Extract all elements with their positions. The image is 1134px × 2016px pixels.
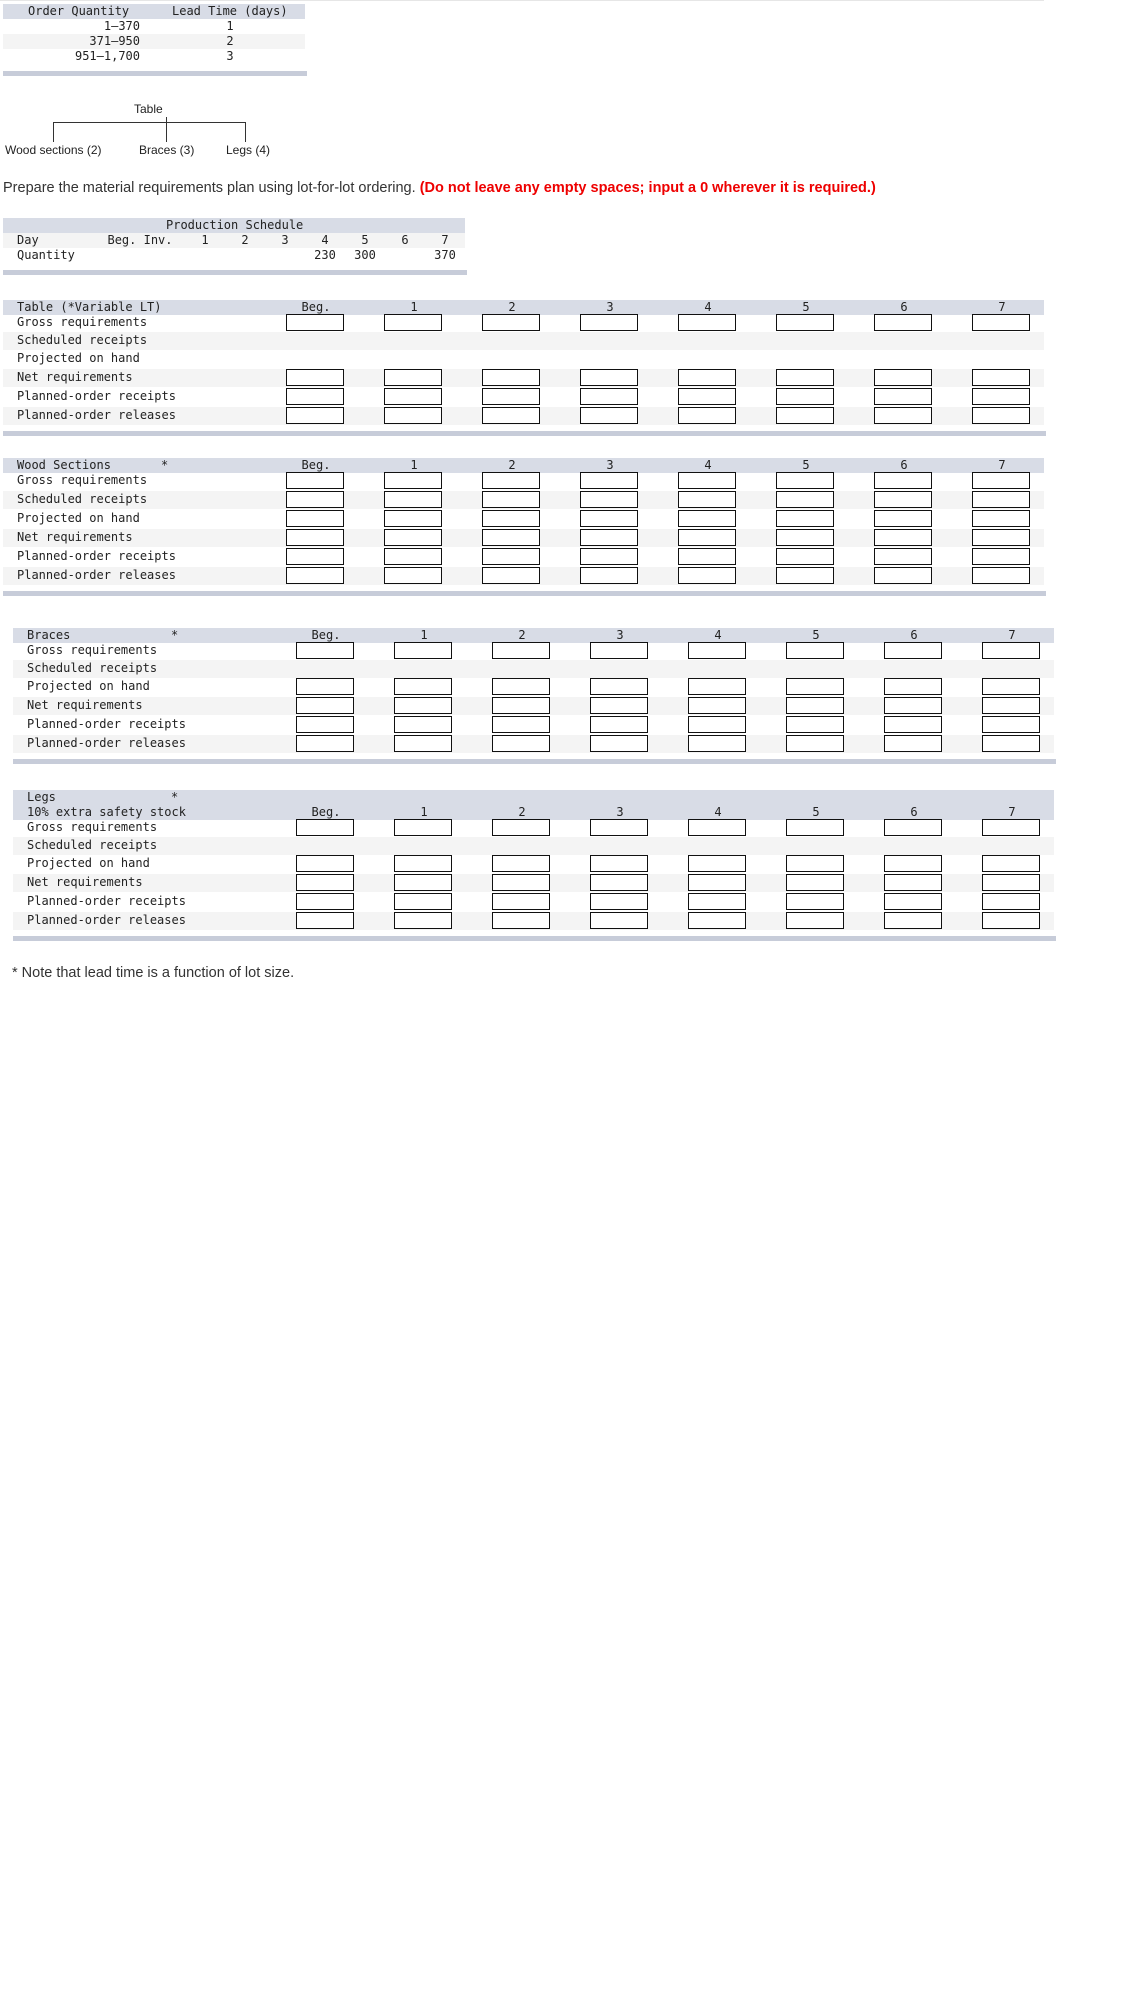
lead-time-lt-2: 2 [226, 34, 234, 48]
schedule-col-7: 7 [441, 233, 449, 247]
wood-input-r5-c2[interactable] [482, 567, 540, 584]
wood-input-r4-c5[interactable] [776, 548, 834, 565]
legs-col-6: 6 [910, 805, 918, 819]
wood-col-6: 6 [900, 458, 908, 472]
table-input-r0-c1[interactable] [384, 314, 442, 331]
lead-time-lt-1: 1 [226, 19, 234, 33]
braces-input-r4-c1[interactable] [394, 716, 452, 733]
braces-input-r4-c3[interactable] [590, 716, 648, 733]
wood-input-r2-c2[interactable] [482, 510, 540, 527]
table-col-7: 7 [998, 300, 1006, 314]
wood-input-r3-c4[interactable] [678, 529, 736, 546]
braces-col-6: 6 [910, 628, 918, 642]
lead-time-footer [3, 71, 307, 76]
wood-input-r2-c7[interactable] [972, 510, 1030, 527]
table-input-r4-c1[interactable] [384, 388, 442, 405]
legs-row-label-0: Gross requirements [27, 820, 158, 834]
braces-input-r5-c5[interactable] [786, 735, 844, 752]
table-col-4: 4 [704, 300, 712, 314]
wood-input-r1-c1[interactable] [384, 491, 442, 508]
wood-input-r0-c1[interactable] [384, 472, 442, 489]
wood-row-label-5: Planned-order releases [17, 568, 176, 582]
legs-input-r3-c5[interactable] [786, 874, 844, 891]
legs-input-r5-c2[interactable] [492, 912, 550, 929]
instructions [3, 180, 876, 196]
tree-child-wood: Wood sections (2) [5, 143, 102, 157]
table-input-r5-c6[interactable] [874, 407, 932, 424]
legs-input-r0-c4[interactable] [688, 819, 746, 836]
wood-input-r5-c6[interactable] [874, 567, 932, 584]
table-input-r5-c1[interactable] [384, 407, 442, 424]
braces-input-r3-c0[interactable] [296, 697, 354, 714]
braces-input-r2-c4[interactable] [688, 678, 746, 695]
braces-input-r2-c5[interactable] [786, 678, 844, 695]
braces-input-r2-c7[interactable] [982, 678, 1040, 695]
wood-input-r0-c6[interactable] [874, 472, 932, 489]
wood-input-r4-c6[interactable] [874, 548, 932, 565]
legs-row-label-2: Projected on hand [27, 856, 150, 870]
wood-col-2: 2 [508, 458, 516, 472]
wood-input-r1-c7[interactable] [972, 491, 1030, 508]
instructions-text: Prepare the material requirements plan using lot-for-lot ordering. [3, 180, 416, 196]
table-row-stripe [3, 332, 1044, 350]
schedule-col-0: Beg. Inv. [107, 233, 173, 247]
schedule-day-label: Day [17, 233, 39, 247]
top-border [0, 0, 1044, 1]
schedule-col-6: 6 [401, 233, 409, 247]
braces-input-r0-c4[interactable] [688, 642, 746, 659]
wood-input-r5-c5[interactable] [776, 567, 834, 584]
braces-row-label-5: Planned-order releases [27, 736, 186, 750]
tree-branch-left [53, 122, 54, 142]
table-row-label-4: Planned-order receipts [17, 389, 176, 403]
wood-input-r2-c0[interactable] [286, 510, 344, 527]
legs-input-r0-c3[interactable] [590, 819, 648, 836]
wood-input-r0-c2[interactable] [482, 472, 540, 489]
legs-input-r4-c3[interactable] [590, 893, 648, 910]
legs-input-r4-c6[interactable] [884, 893, 942, 910]
legs-input-r0-c0[interactable] [296, 819, 354, 836]
wood-col-3: 3 [606, 458, 614, 472]
wood-star: * [161, 458, 169, 472]
table-col-2: 2 [508, 300, 516, 314]
legs-input-r2-c6[interactable] [884, 855, 942, 872]
legs-col-0: Beg. [311, 805, 341, 819]
braces-input-r2-c3[interactable] [590, 678, 648, 695]
braces-input-r0-c2[interactable] [492, 642, 550, 659]
legs-row-label-5: Planned-order releases [27, 913, 186, 927]
table-input-r0-c5[interactable] [776, 314, 834, 331]
tree-root-label: Table [134, 102, 163, 116]
table-input-r3-c0[interactable] [286, 369, 344, 386]
table-title: Table (*Variable LT) [17, 300, 162, 314]
table-input-r4-c4[interactable] [678, 388, 736, 405]
table-input-r3-c5[interactable] [776, 369, 834, 386]
legs-input-r2-c5[interactable] [786, 855, 844, 872]
braces-input-r0-c6[interactable] [884, 642, 942, 659]
wood-input-r1-c5[interactable] [776, 491, 834, 508]
braces-input-r5-c3[interactable] [590, 735, 648, 752]
braces-input-r4-c0[interactable] [296, 716, 354, 733]
legs-input-r4-c7[interactable] [982, 893, 1040, 910]
braces-input-r4-c4[interactable] [688, 716, 746, 733]
table-input-r5-c3[interactable] [580, 407, 638, 424]
legs-input-r0-c2[interactable] [492, 819, 550, 836]
braces-col-5: 5 [812, 628, 820, 642]
braces-input-r2-c1[interactable] [394, 678, 452, 695]
braces-input-r3-c1[interactable] [394, 697, 452, 714]
braces-input-r0-c5[interactable] [786, 642, 844, 659]
wood-input-r4-c2[interactable] [482, 548, 540, 565]
table-row-label-1: Scheduled receipts [17, 333, 148, 347]
table-input-r5-c2[interactable] [482, 407, 540, 424]
legs-col-3: 3 [616, 805, 624, 819]
braces-input-r3-c5[interactable] [786, 697, 844, 714]
legs-input-r4-c5[interactable] [786, 893, 844, 910]
table-input-r4-c7[interactable] [972, 388, 1030, 405]
wood-input-r3-c1[interactable] [384, 529, 442, 546]
braces-input-r5-c0[interactable] [296, 735, 354, 752]
wood-row-label-4: Planned-order receipts [17, 549, 176, 563]
legs-col-7: 7 [1008, 805, 1016, 819]
wood-input-r2-c4[interactable] [678, 510, 736, 527]
table-col-3: 3 [606, 300, 614, 314]
legs-input-r2-c0[interactable] [296, 855, 354, 872]
legs-row-stripe [13, 837, 1054, 855]
legs-input-r3-c2[interactable] [492, 874, 550, 891]
wood-title: Wood Sections [17, 458, 111, 472]
braces-col-0: Beg. [311, 628, 341, 642]
braces-input-r0-c3[interactable] [590, 642, 648, 659]
braces-star: * [171, 628, 179, 642]
wood-input-r4-c1[interactable] [384, 548, 442, 565]
wood-input-r0-c5[interactable] [776, 472, 834, 489]
table-input-r0-c3[interactable] [580, 314, 638, 331]
braces-row-label-0: Gross requirements [27, 643, 158, 657]
wood-input-r3-c0[interactable] [286, 529, 344, 546]
wood-input-r3-c6[interactable] [874, 529, 932, 546]
wood-input-r4-c3[interactable] [580, 548, 638, 565]
instructions-emphasis: (Do not leave any empty spaces; input a 0 wherever it is required.) [419, 180, 876, 196]
braces-input-r5-c2[interactable] [492, 735, 550, 752]
wood-input-r5-c7[interactable] [972, 567, 1030, 584]
braces-input-r3-c6[interactable] [884, 697, 942, 714]
legs-col-1: 1 [420, 805, 428, 819]
lead-time-lt-3: 3 [226, 49, 234, 63]
table-input-r4-c6[interactable] [874, 388, 932, 405]
schedule-title: Production Schedule [166, 218, 304, 232]
braces-row-label-1: Scheduled receipts [27, 661, 158, 675]
table-row-label-3: Net requirements [17, 370, 133, 384]
braces-col-3: 3 [616, 628, 624, 642]
braces-input-r3-c4[interactable] [688, 697, 746, 714]
legs-input-r3-c3[interactable] [590, 874, 648, 891]
schedule-quantity-label: Quantity [17, 248, 75, 262]
table-input-r4-c2[interactable] [482, 388, 540, 405]
table-col-6: 6 [900, 300, 908, 314]
table-input-r5-c7[interactable] [972, 407, 1030, 424]
legs-input-r5-c1[interactable] [394, 912, 452, 929]
table-col-5: 5 [802, 300, 810, 314]
table-input-r4-c0[interactable] [286, 388, 344, 405]
table-row-label-2: Projected on hand [17, 351, 140, 365]
schedule-qty-5: 300 [354, 248, 376, 262]
wood-row-label-1: Scheduled receipts [17, 492, 148, 506]
lead-time-qty-1: 1–370 [103, 19, 140, 33]
braces-row-label-3: Net requirements [27, 698, 143, 712]
legs-input-r3-c7[interactable] [982, 874, 1040, 891]
wood-input-r1-c3[interactable] [580, 491, 638, 508]
legs-col-5: 5 [812, 805, 820, 819]
braces-input-r0-c1[interactable] [394, 642, 452, 659]
braces-input-r5-c6[interactable] [884, 735, 942, 752]
table-row-label-0: Gross requirements [17, 315, 148, 329]
legs-input-r3-c0[interactable] [296, 874, 354, 891]
table-input-r0-c0[interactable] [286, 314, 344, 331]
wood-input-r2-c1[interactable] [384, 510, 442, 527]
schedule-col-3: 3 [281, 233, 289, 247]
schedule-col-5: 5 [361, 233, 369, 247]
legs-input-r5-c5[interactable] [786, 912, 844, 929]
table-input-r0-c7[interactable] [972, 314, 1030, 331]
table-input-r4-c3[interactable] [580, 388, 638, 405]
lead-time-header-lt: Lead Time (days) [172, 4, 288, 18]
tree-branch-middle [166, 122, 167, 142]
legs-input-r4-c1[interactable] [394, 893, 452, 910]
legs-input-r2-c3[interactable] [590, 855, 648, 872]
table-col-1: 1 [410, 300, 418, 314]
braces-input-r5-c7[interactable] [982, 735, 1040, 752]
table-input-r4-c5[interactable] [776, 388, 834, 405]
braces-col-1: 1 [420, 628, 428, 642]
table-input-r3-c7[interactable] [972, 369, 1030, 386]
schedule-qty-7: 370 [434, 248, 456, 262]
table-input-r5-c0[interactable] [286, 407, 344, 424]
legs-input-r3-c4[interactable] [688, 874, 746, 891]
legs-input-r4-c0[interactable] [296, 893, 354, 910]
table-input-r3-c1[interactable] [384, 369, 442, 386]
wood-input-r1-c2[interactable] [482, 491, 540, 508]
legs-input-r4-c4[interactable] [688, 893, 746, 910]
wood-input-r0-c4[interactable] [678, 472, 736, 489]
braces-input-r5-c1[interactable] [394, 735, 452, 752]
table-input-r3-c6[interactable] [874, 369, 932, 386]
lead-time-qty-2: 371–950 [89, 34, 140, 48]
table-input-r0-c2[interactable] [482, 314, 540, 331]
table-input-r3-c2[interactable] [482, 369, 540, 386]
braces-input-r0-c7[interactable] [982, 642, 1040, 659]
wood-input-r5-c1[interactable] [384, 567, 442, 584]
braces-row-label-2: Projected on hand [27, 679, 150, 693]
wood-input-r2-c5[interactable] [776, 510, 834, 527]
wood-input-r5-c0[interactable] [286, 567, 344, 584]
legs-input-r2-c7[interactable] [982, 855, 1040, 872]
wood-input-r1-c6[interactable] [874, 491, 932, 508]
legs-input-r0-c7[interactable] [982, 819, 1040, 836]
wood-input-r1-c4[interactable] [678, 491, 736, 508]
wood-input-r2-c6[interactable] [874, 510, 932, 527]
table-input-r0-c6[interactable] [874, 314, 932, 331]
braces-input-r2-c2[interactable] [492, 678, 550, 695]
table-input-r3-c3[interactable] [580, 369, 638, 386]
legs-row-label-3: Net requirements [27, 875, 143, 889]
legs-input-r5-c3[interactable] [590, 912, 648, 929]
braces-col-7: 7 [1008, 628, 1016, 642]
legs-star: * [171, 790, 179, 804]
braces-input-r3-c7[interactable] [982, 697, 1040, 714]
legs-input-r2-c2[interactable] [492, 855, 550, 872]
legs-input-r0-c6[interactable] [884, 819, 942, 836]
braces-input-r0-c0[interactable] [296, 642, 354, 659]
braces-input-r4-c7[interactable] [982, 716, 1040, 733]
legs-input-r3-c6[interactable] [884, 874, 942, 891]
braces-input-r2-c0[interactable] [296, 678, 354, 695]
legs-row-label-1: Scheduled receipts [27, 838, 158, 852]
lead-time-qty-3: 951–1,700 [74, 49, 140, 63]
legs-col-2: 2 [518, 805, 526, 819]
legs-input-r3-c1[interactable] [394, 874, 452, 891]
wood-input-r3-c7[interactable] [972, 529, 1030, 546]
wood-col-5: 5 [802, 458, 810, 472]
braces-input-r2-c6[interactable] [884, 678, 942, 695]
table-input-r0-c4[interactable] [678, 314, 736, 331]
schedule-col-1: 1 [201, 233, 209, 247]
wood-input-r3-c3[interactable] [580, 529, 638, 546]
wood-input-r0-c7[interactable] [972, 472, 1030, 489]
legs-row-label-4: Planned-order receipts [27, 894, 186, 908]
wood-input-r0-c3[interactable] [580, 472, 638, 489]
tree-branch-right [245, 122, 246, 142]
wood-input-r2-c3[interactable] [580, 510, 638, 527]
wood-row-label-0: Gross requirements [17, 473, 148, 487]
wood-input-r3-c2[interactable] [482, 529, 540, 546]
legs-input-r5-c7[interactable] [982, 912, 1040, 929]
tree-child-legs: Legs (4) [226, 143, 271, 157]
legs-input-r0-c1[interactable] [394, 819, 452, 836]
wood-col-1: 1 [410, 458, 418, 472]
braces-input-r4-c6[interactable] [884, 716, 942, 733]
wood-input-r4-c4[interactable] [678, 548, 736, 565]
schedule-footer [3, 270, 467, 275]
legs-subtitle: 10% extra safety stock [27, 805, 186, 819]
braces-col-4: 4 [714, 628, 722, 642]
wood-input-r4-c0[interactable] [286, 548, 344, 565]
tree-child-braces: Braces (3) [139, 143, 195, 157]
braces-footer [13, 759, 1056, 764]
legs-input-r5-c4[interactable] [688, 912, 746, 929]
braces-col-2: 2 [518, 628, 526, 642]
wood-row-label-2: Projected on hand [17, 511, 140, 525]
schedule-col-4: 4 [321, 233, 329, 247]
legs-col-4: 4 [714, 805, 722, 819]
tree-branch-line [53, 122, 246, 123]
footnote: * Note that lead time is a function of lot size. [12, 965, 295, 981]
lead-time-header-qty: Order Quantity [28, 4, 130, 18]
legs-input-r2-c1[interactable] [394, 855, 452, 872]
legs-input-r2-c4[interactable] [688, 855, 746, 872]
wood-footer [3, 591, 1046, 596]
braces-input-r4-c5[interactable] [786, 716, 844, 733]
wood-input-r0-c0[interactable] [286, 472, 344, 489]
table-col-0: Beg. [301, 300, 331, 314]
legs-input-r5-c0[interactable] [296, 912, 354, 929]
wood-input-r1-c0[interactable] [286, 491, 344, 508]
braces-input-r3-c3[interactable] [590, 697, 648, 714]
table-footer [3, 431, 1046, 436]
wood-input-r4-c7[interactable] [972, 548, 1030, 565]
braces-title: Braces [27, 628, 71, 642]
legs-footer [13, 936, 1056, 941]
wood-input-r5-c3[interactable] [580, 567, 638, 584]
table-row-label-5: Planned-order releases [17, 408, 176, 422]
legs-input-r5-c6[interactable] [884, 912, 942, 929]
wood-row-label-3: Net requirements [17, 530, 133, 544]
braces-input-r5-c4[interactable] [688, 735, 746, 752]
braces-input-r3-c2[interactable] [492, 697, 550, 714]
table-input-r5-c5[interactable] [776, 407, 834, 424]
schedule-qty-4: 230 [314, 248, 336, 262]
wood-input-r3-c5[interactable] [776, 529, 834, 546]
braces-row-label-4: Planned-order receipts [27, 717, 186, 731]
wood-input-r5-c4[interactable] [678, 567, 736, 584]
legs-title: Legs [27, 790, 56, 804]
legs-input-r4-c2[interactable] [492, 893, 550, 910]
wood-col-4: 4 [704, 458, 712, 472]
braces-input-r4-c2[interactable] [492, 716, 550, 733]
wood-col-0: Beg. [301, 458, 331, 472]
table-input-r5-c4[interactable] [678, 407, 736, 424]
schedule-col-2: 2 [241, 233, 249, 247]
wood-col-7: 7 [998, 458, 1006, 472]
table-input-r3-c4[interactable] [678, 369, 736, 386]
legs-input-r0-c5[interactable] [786, 819, 844, 836]
braces-row-stripe [13, 660, 1054, 678]
